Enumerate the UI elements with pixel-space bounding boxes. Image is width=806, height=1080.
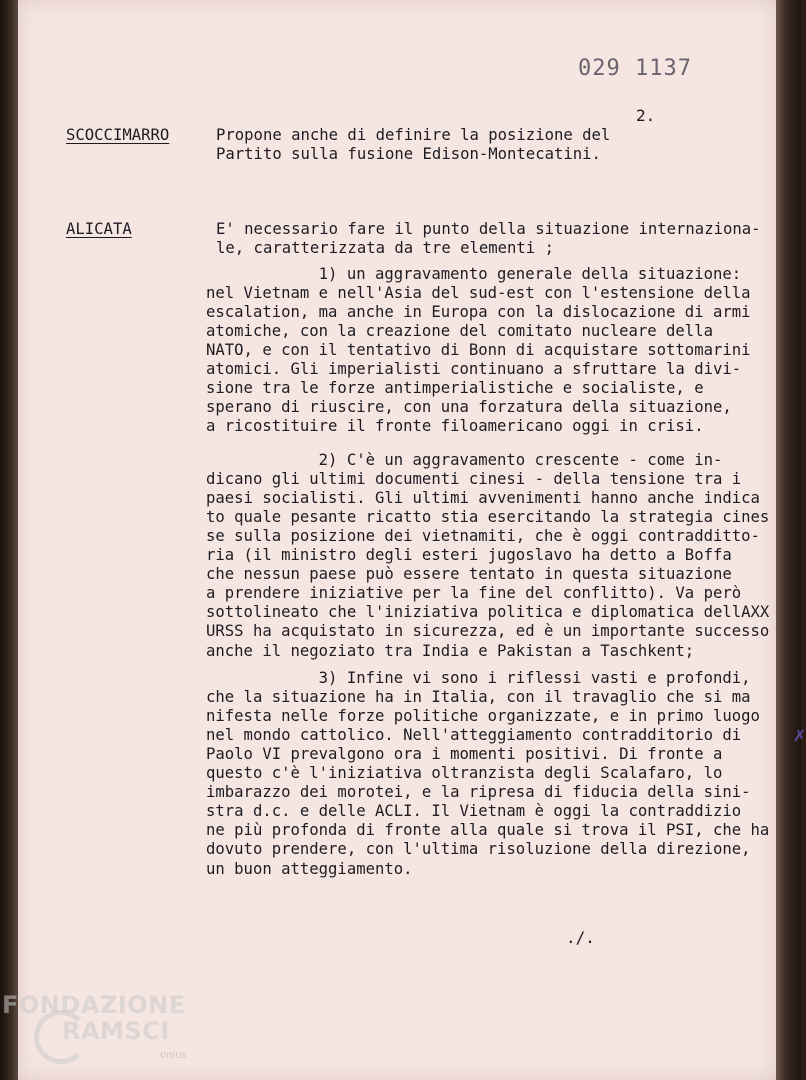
point2-line: sottolineato che l'iniziativa politica e diplomatica dellAXX (206, 603, 770, 622)
point2-line: to quale pesante ricatto stia esercitando la strategia cines (206, 508, 770, 527)
point1-line: sione tra le forze antimperialistiche e socialiste, e (206, 379, 704, 398)
point3-line: un buon atteggiamento. (206, 859, 413, 878)
point2-line: URSS ha acquistato in sicurezza, ed è un importante successo (206, 622, 770, 641)
watermark-line-2: RAMSCI (62, 1017, 170, 1045)
binding-edge-left (0, 0, 18, 1080)
binding-edge-right (776, 0, 801, 1080)
archive-number-stamp: 029 1137 (578, 56, 692, 81)
point1-line: nel Vietnam e nell'Asia del sud-est con l'estensione della (206, 284, 751, 303)
alicata-line-2: le, caratterizzata da tre elementi ; (216, 239, 554, 257)
page-number: 2. (636, 106, 656, 125)
point2-line: ria (il ministro degli esteri jugoslavo ha detto a Boffa (206, 546, 732, 565)
point3-line: stra d.c. e delle ACLI. Il Vietnam è oggi la contraddizio (206, 802, 742, 821)
point1-line: sperano di riuscire, con una forzatura della situazione, (206, 398, 732, 417)
handwritten-mark: ✗ (793, 726, 806, 745)
point1-line: 1) un aggravamento generale della situazione: (206, 265, 742, 283)
point3-line: Paolo VI prevalgono ora i momenti positivi. Di fronte a (206, 745, 723, 764)
point2-line: che nessun paese può essere tentato in questa situazione (206, 565, 732, 584)
continuation-mark: ./. (566, 928, 595, 947)
point3-line: dovuto prendere, con l'ultima risoluzione della direzione, (206, 840, 751, 859)
point1-line: escalation, ma anche in Europa con la dislocazione di armi (206, 303, 751, 322)
point1-line: a ricostituire il fronte filoamericano oggi in crisi. (206, 417, 704, 436)
speaker-alicata: ALICATA (66, 220, 132, 238)
point3-line: nel mondo cattolico. Nell'atteggiamento contradditorio di (206, 726, 742, 745)
point1-line: atomiche, con la creazione del comitato nucleare della (206, 322, 713, 341)
point2-line: anche il negoziato tra India e Pakistan a Taschkent; (206, 641, 695, 660)
point3-line: questo c'è l'iniziativa oltranzista degli Scalafaro, lo (206, 764, 723, 783)
point2-line: a prendere iniziative per la fine del conflitto). Va però (206, 584, 742, 603)
watermark-line-1: FONDAZIONE (2, 991, 186, 1019)
point2-line: se sulla posizione dei vietnamiti, che è oggi contradditto- (206, 527, 760, 546)
point3-line: ne più profonda di fronte alla quale si trova il PSI, che ha (206, 821, 770, 840)
point3-line: nifesta nelle forze politiche organizzate, e in primo luogo (206, 707, 760, 726)
speaker-scoccimarro: SCOCCIMARRO (66, 126, 170, 144)
point2-line: 2) C'è un aggravamento crescente - come in- (206, 451, 723, 469)
point3-line: imbarazzo dei morotei, e la ripresa di fiducia della sini- (206, 783, 751, 802)
point1-line: atomici. Gli imperialisti continuano a sfruttare la divi- (206, 360, 742, 379)
watermark-small: onlus (160, 1050, 187, 1061)
scoccimarro-line-2: Partito sulla fusione Edison-Montecatini. (216, 145, 601, 163)
point1-line: NATO, e con il tentativo di Bonn di acquistare sottomarini (206, 341, 751, 360)
alicata-line-1: E' necessario fare il punto della situazione internaziona- (216, 220, 761, 238)
point2-line: dicano gli ultimi documenti cinesi - della tensione tra i (206, 470, 742, 489)
point3-line: 3) Infine vi sono i riflessi vasti e profondi, (206, 669, 751, 687)
point3-line: che la situazione ha in Italia, con il travaglio che si ma (206, 688, 751, 707)
point2-line: paesi socialisti. Gli ultimi avvenimenti hanno anche indica (206, 489, 760, 508)
scoccimarro-line-1: Propone anche di definire la posizione del (216, 126, 611, 144)
